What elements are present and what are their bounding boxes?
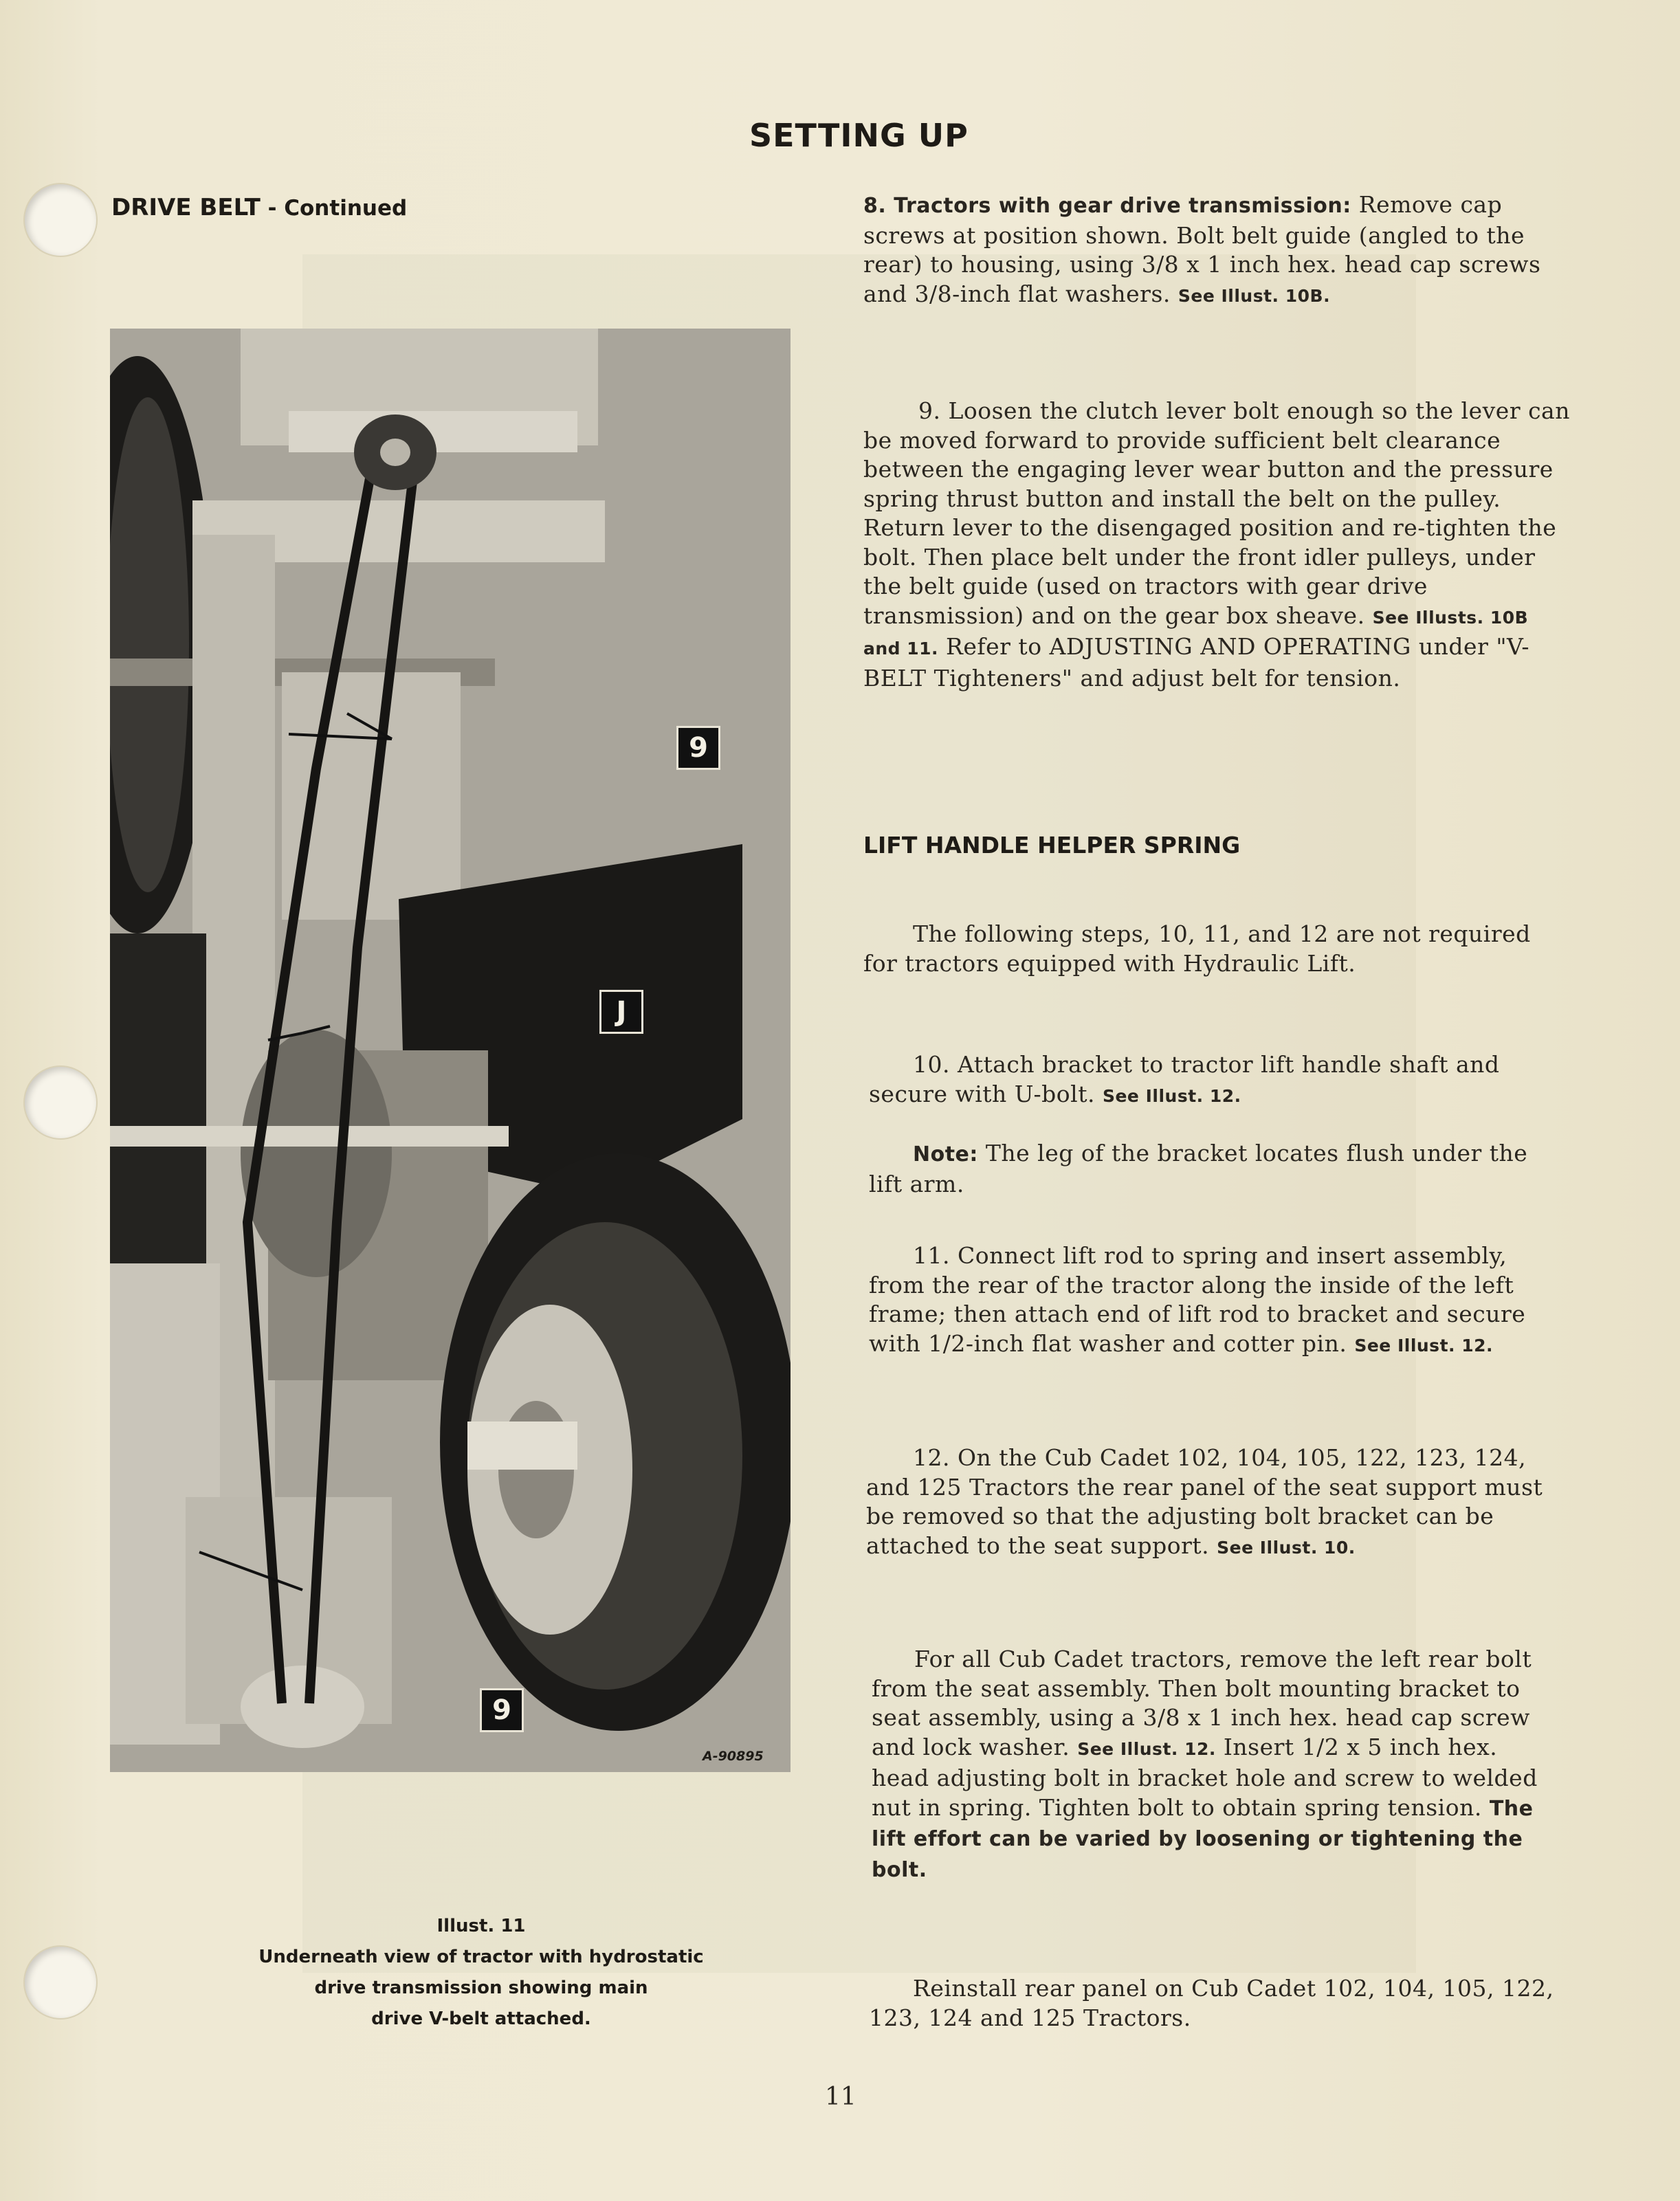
punch-hole [25,184,96,256]
section-heading-drive-belt: DRIVE BELT - Continued [111,194,408,221]
caption-line: Underneath view of tractor with hydrostatic [258,1947,704,1967]
step-12: 12. On the Cub Cadet 102, 104, 105, 122, 123, 124, and 125 Tractors the rear panel of the seat support must be removed so that the adjusting bolt bracket can be attached to the seat support. See Illust. 10. [866,1444,1543,1559]
punch-hole [25,1947,96,2018]
caption-title: Illust. 11 [436,1916,526,1936]
tractor-photo [110,329,791,1772]
caption-line: drive transmission showing main [314,1978,648,1998]
callout-9-bottom: 9 [480,1688,524,1732]
photo-code: A-90895 [703,1749,764,1764]
all-cub-cadet-paragraph: For all Cub Cadet tractors, remove the left rear bolt from the seat assembly. Then bolt mounting bracket to seat assembly, using a 3/8 x 1 inch hex. head cap screw and lock washer. See Illust. 12. Insert 1/2 x 5 inch hex. head adjusting bolt in bracket hole and screw to welded nut in spring. Tighten bolt to obtain spring tension. The lift effort can be varied by loosening or tightening the bolt. [872,1646,1538,1882]
step-8: 8. Tractors with gear drive transmission: Remove cap screws at position shown. Bolt belt guide (angled to the rear) to housing, using 3/8 x 1 inch hex. head cap screws and 3/8-inch flat washers. See Illust. 10B. [863,191,1541,307]
caption-line: drive V-belt attached. [371,2009,591,2029]
callout-9-top: 9 [676,726,720,770]
intro-paragraph: The following steps, 10, 11, and 12 are not required for tractors equipped with Hydraulic Lift. [863,920,1531,977]
step-11: 11. Connect lift rod to spring and insert assembly, from the rear of the tractor along the inside of the left frame; then attach end of lift rod to bracket and secure with 1/2-inch flat washer and cotter pin. See Illust. 12. [869,1242,1526,1357]
page-number: 11 [825,2083,856,2111]
callout-j: J [599,990,643,1034]
note-paragraph: Note: The leg of the bracket locates flush under the lift arm. [869,1140,1528,1197]
figure-caption [206,1911,756,2035]
step-9: 9. Loosen the clutch lever bolt enough so the lever can be moved forward to provide sufficient belt clearance between the engaging lever wear button and the pressure spring thrust button and install the belt on the pulley. Return lever to the disengaged position and re-tighten the bolt. Then place belt under the front idler pulleys, under the belt guide (used on tractors with gear drive transmission) and on the gear box sheave. See Illusts. 10B and 11. Refer to ADJUSTING AND OPERATING under "V-BELT Tighteners" and adjust belt for tension. [863,397,1570,692]
step-10: 10. Attach bracket to tractor lift handle shaft and secure with U-bolt. See Illust. 12. [869,1051,1500,1107]
punch-hole [25,1067,96,1138]
reinstall-paragraph: Reinstall rear panel on Cub Cadet 102, 104, 105, 122, 123, 124 and 125 Tractors. [869,1975,1554,2031]
section-heading-lift-handle: LIFT HANDLE HELPER SPRING [863,832,1241,859]
page-title: SETTING UP [749,117,969,154]
